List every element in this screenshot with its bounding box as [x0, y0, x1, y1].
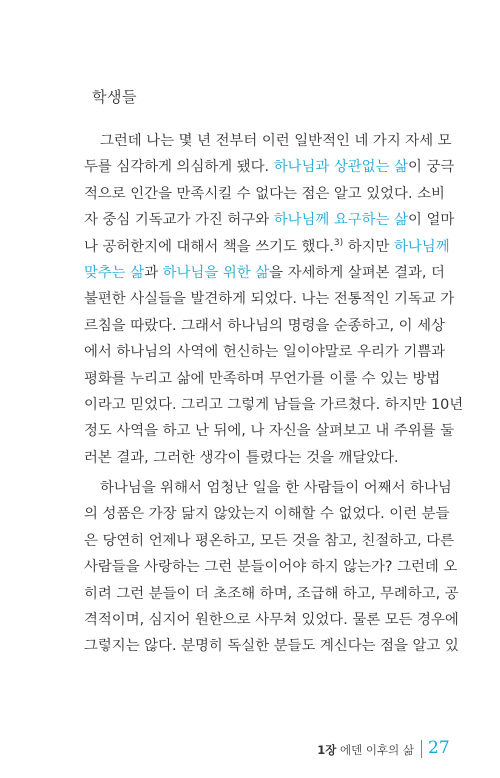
text-line	[84, 633, 459, 659]
text-line	[84, 366, 441, 392]
text-span: 평화를 누리고 삶에 만족하며 무언가를 이룰 수 있는 방법	[84, 370, 441, 387]
page-footer	[0, 738, 500, 762]
text-span: 이라고 믿었다. 그리고 그렇게 남들을 가르쳤다. 하지만 10년	[84, 396, 464, 413]
text-span: 러본 결과, 그러한 생각이 틀렸다는 것을 깨달았다.	[84, 449, 399, 466]
text-line	[84, 234, 450, 260]
text-span: 하나님을 위해서 엄청난 일을 한 사람들이 어째서 하나님	[100, 480, 452, 497]
text-line	[84, 554, 458, 580]
highlighted-phrase: 하나님과 상관없는 삶	[273, 159, 408, 176]
text-span: 사람들을 사랑하는 그런 분들이어야 하지 않는가? 그런데 오	[84, 559, 458, 576]
text-line	[84, 313, 445, 339]
text-line	[84, 181, 445, 207]
text-line	[84, 418, 455, 444]
text-line	[84, 445, 432, 471]
text-line	[84, 260, 445, 286]
highlighted-phrase: 맞추는 삶	[84, 264, 145, 281]
footnote-marker: 3)	[333, 237, 344, 248]
page-number: 27	[428, 738, 450, 758]
highlighted-phrase: 하나님을 위한 삶	[162, 264, 270, 281]
highlighted-phrase: 하나님께	[393, 238, 450, 255]
text-span: 그런데 나는 몇 년 전부터 이런 일반적인 네 가지 자세 모	[100, 133, 452, 149]
highlighted-phrase: 하나님께 요구하는 삶	[273, 212, 408, 229]
text-line	[84, 475, 452, 501]
text-line	[84, 207, 455, 233]
chapter-title: 에덴 이후의 삶	[336, 743, 414, 757]
text-line	[84, 392, 464, 418]
text-span: 을 자세하게 살펴본 결과, 더	[269, 264, 445, 281]
text-span: 은 당연히 언제나 평온하고, 모든 것을 참고, 친절하고, 다른	[84, 532, 455, 549]
running-footer	[317, 742, 414, 758]
text-span: 의 성품은 가장 닮지 않았는지 이해할 수 없었다. 이런 분들	[84, 506, 450, 523]
text-span: 불편한 사실들을 발견하게 되었다. 나는 전통적인 기독교 가	[84, 291, 455, 308]
text-line	[84, 128, 452, 154]
text-line	[84, 607, 459, 633]
text-span: 에서 하나님의 사역에 헌신하는 일이야말로 우리가 기쁨과	[84, 344, 446, 361]
text-span: 이 얼마	[407, 212, 455, 229]
chapter-number: 1장	[317, 743, 337, 757]
text-line	[84, 339, 446, 365]
footer-divider	[421, 740, 422, 758]
text-span: 히려 그런 분들이 더 초조해 하며, 조급해 하고, 무례하고, 공	[84, 585, 459, 602]
text-span: 격적이며, 심지어 원한으로 사무쳐 있었다. 물론 모든 경우에	[84, 612, 459, 629]
text-span: 정도 사역을 하고 난 뒤에, 나 자신을 살펴보고 내 주위를 둘	[84, 423, 455, 440]
text-line	[84, 501, 450, 527]
text-span: 이 궁극	[407, 159, 455, 176]
text-line	[84, 528, 455, 554]
text-span: 나 공허한지에 대해서 책을 쓰기도 했다.	[84, 238, 334, 255]
text-span: 적으로 인간을 만족시킬 수 없다는 점은 알고 있었다. 소비	[84, 185, 445, 202]
text-span: 과	[144, 264, 163, 281]
text-line	[84, 154, 455, 180]
body-text	[84, 128, 464, 660]
text-span: 그렇지는 않다. 분명히 독실한 분들도 계신다는 점을 알고 있	[84, 638, 459, 655]
text-line	[84, 581, 459, 607]
text-span: 두를 심각하게 의심하게 됐다.	[84, 159, 274, 176]
text-span: 르침을 따랐다. 그래서 하나님의 명령을 순종하고, 이 세상	[84, 317, 445, 334]
text-line	[84, 286, 455, 312]
section-heading: 학생들	[92, 88, 137, 106]
text-span: 하지만	[343, 238, 394, 255]
text-span: 자 중심 기독교가 가진 허구와	[84, 212, 274, 229]
